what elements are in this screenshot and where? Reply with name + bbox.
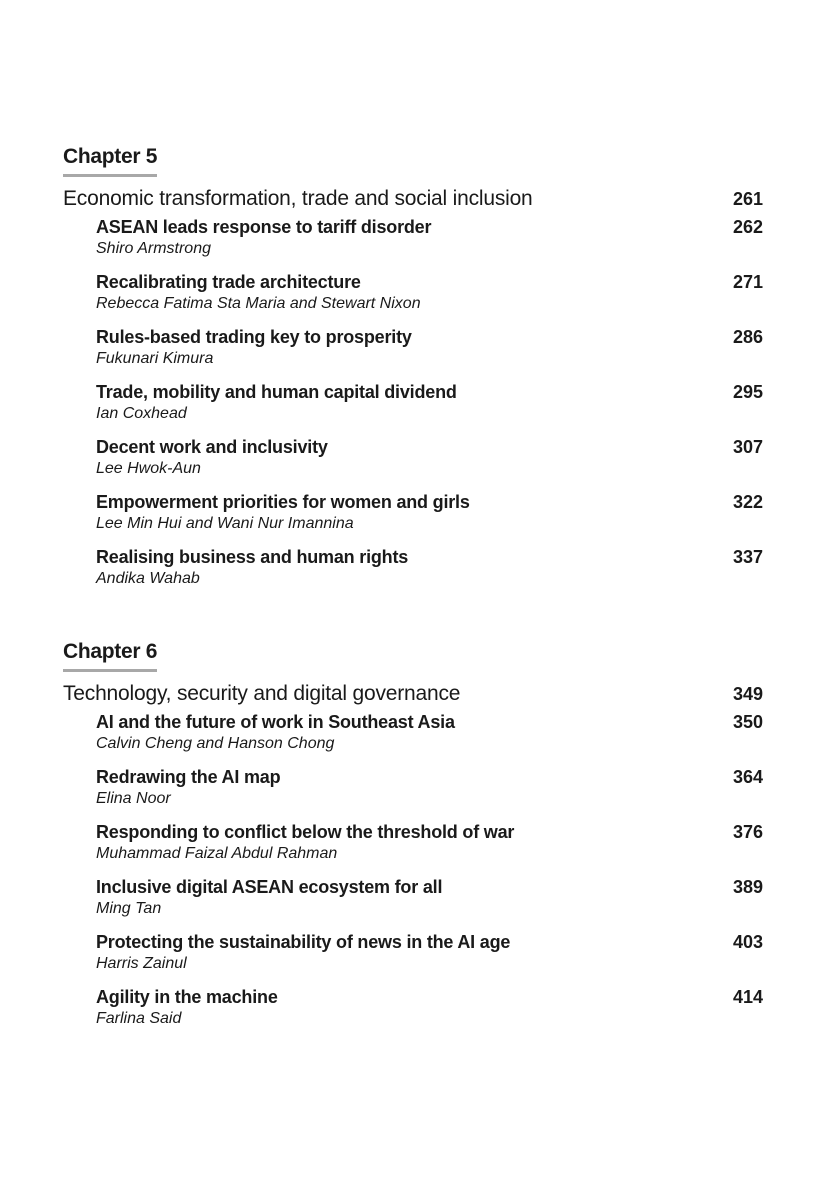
entry-title: Decent work and inclusivity bbox=[96, 437, 328, 457]
entry-author: Andika Wahab bbox=[96, 570, 200, 587]
entry-title: ASEAN leads response to tariff disorder bbox=[96, 217, 432, 237]
toc-entry[interactable] bbox=[96, 434, 763, 489]
entry-page-number: 271 bbox=[732, 272, 763, 292]
entry-page-number: 414 bbox=[732, 987, 763, 1007]
entry-page-number: 376 bbox=[732, 822, 763, 842]
toc-entry[interactable] bbox=[96, 324, 763, 379]
section-page-number: 261 bbox=[732, 189, 763, 209]
entry-page-number: 403 bbox=[732, 932, 763, 952]
toc-entry[interactable] bbox=[96, 269, 763, 324]
section-heading[interactable] bbox=[63, 184, 763, 214]
entry-title: Responding to conflict below the threshold of war bbox=[96, 822, 515, 842]
entry-author: Lee Hwok-Aun bbox=[96, 460, 201, 477]
chapter-label: Chapter 6 bbox=[63, 639, 157, 672]
entry-page-number: 295 bbox=[732, 382, 763, 402]
entry-page-number: 307 bbox=[732, 437, 763, 457]
section-heading[interactable] bbox=[63, 679, 763, 709]
toc-entry[interactable] bbox=[96, 984, 763, 1039]
entry-title: Redrawing the AI map bbox=[96, 767, 281, 787]
section-page-number: 349 bbox=[732, 684, 763, 704]
entry-title: Inclusive digital ASEAN ecosystem for all bbox=[96, 877, 443, 897]
section-title: Economic transformation, trade and social inclusion bbox=[63, 187, 533, 210]
chapter-label: Chapter 5 bbox=[63, 144, 157, 177]
entry-title: Agility in the machine bbox=[96, 987, 278, 1007]
entry-title: Protecting the sustainability of news in the AI age bbox=[96, 932, 511, 952]
entry-page-number: 286 bbox=[732, 327, 763, 347]
entry-author: Fukunari Kimura bbox=[96, 350, 214, 367]
entry-author: Rebecca Fatima Sta Maria and Stewart Nixon bbox=[96, 295, 421, 312]
toc-entry[interactable] bbox=[96, 544, 763, 599]
toc-entry[interactable] bbox=[96, 709, 763, 764]
toc-entry[interactable] bbox=[96, 379, 763, 434]
toc-entry[interactable] bbox=[96, 764, 763, 819]
entry-author: Muhammad Faizal Abdul Rahman bbox=[96, 845, 338, 862]
entry-author: Farlina Said bbox=[96, 1010, 182, 1027]
toc-entry[interactable] bbox=[96, 819, 763, 874]
entry-author: Ming Tan bbox=[96, 900, 162, 917]
toc-entry[interactable] bbox=[96, 874, 763, 929]
entry-page-number: 389 bbox=[732, 877, 763, 897]
toc-entry[interactable] bbox=[96, 929, 763, 984]
entry-page-number: 337 bbox=[732, 547, 763, 567]
entry-page-number: 350 bbox=[732, 712, 763, 732]
entry-page-number: 322 bbox=[732, 492, 763, 512]
entry-author: Shiro Armstrong bbox=[96, 240, 211, 257]
entry-author: Lee Min Hui and Wani Nur Imannina bbox=[96, 515, 354, 532]
entry-author: Harris Zainul bbox=[96, 955, 187, 972]
entry-title: Realising business and human rights bbox=[96, 547, 409, 567]
entry-page-number: 262 bbox=[732, 217, 763, 237]
entry-title: Trade, mobility and human capital dividend bbox=[96, 382, 457, 402]
entry-page-number: 364 bbox=[732, 767, 763, 787]
entry-title: Empowerment priorities for women and girls bbox=[96, 492, 470, 512]
entry-title: Rules-based trading key to prosperity bbox=[96, 327, 412, 347]
entry-title: AI and the future of work in Southeast Asia bbox=[96, 712, 455, 732]
entry-author: Calvin Cheng and Hanson Chong bbox=[96, 735, 335, 752]
entry-title: Recalibrating trade architecture bbox=[96, 272, 361, 292]
chapter-5 bbox=[63, 144, 763, 599]
toc-entry[interactable] bbox=[96, 489, 763, 544]
entry-author: Ian Coxhead bbox=[96, 405, 187, 422]
chapter-6 bbox=[63, 639, 763, 1039]
entry-author: Elina Noor bbox=[96, 790, 171, 807]
toc-entry[interactable] bbox=[96, 214, 763, 269]
section-title: Technology, security and digital governance bbox=[63, 682, 461, 705]
